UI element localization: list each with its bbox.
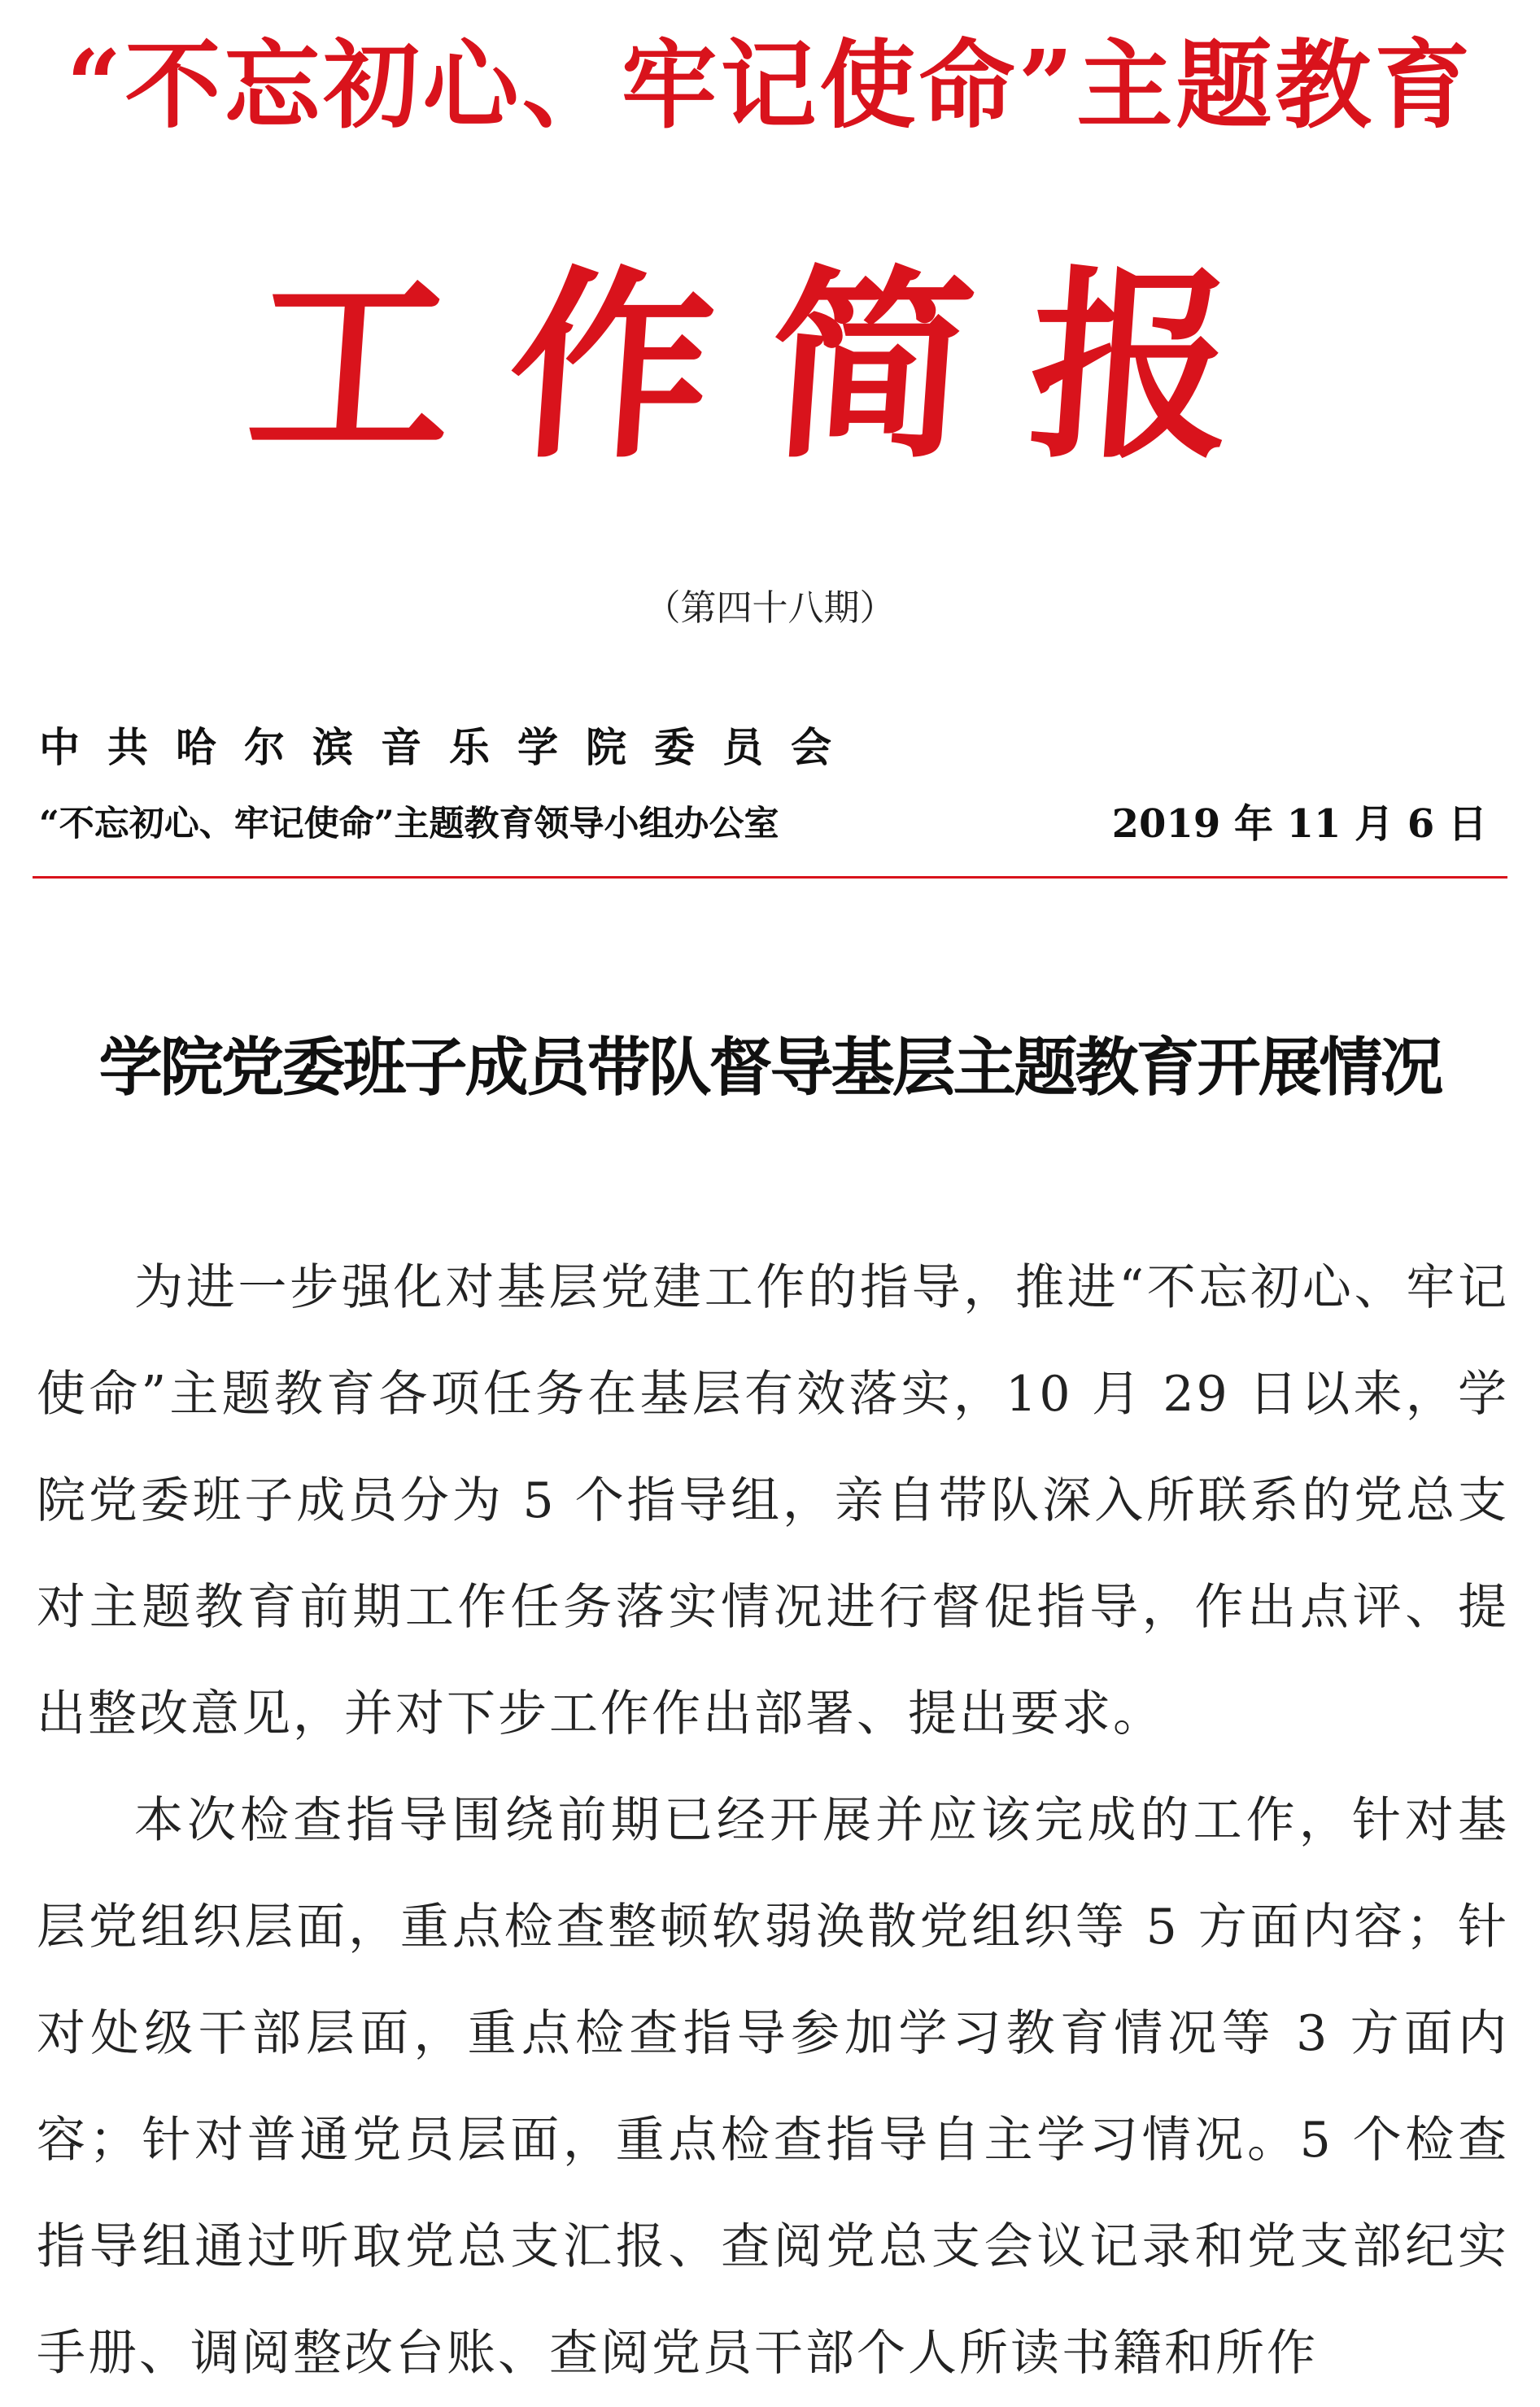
publisher-office: “不忘初心、牢记使命”主题教育领导小组办公室 bbox=[39, 804, 779, 844]
red-divider bbox=[33, 876, 1507, 879]
publisher-organization: 中共哈尔滨音乐学院委员会 bbox=[39, 723, 859, 771]
article-title: 学院党委班子成员带队督导基层主题教育开展情况 bbox=[98, 1031, 1442, 1105]
article-body bbox=[37, 1235, 1509, 2407]
issue-number: （第四十八期） bbox=[644, 587, 896, 629]
publish-date: 2019 年 11 月 6 日 bbox=[1111, 801, 1487, 847]
body-paragraph: 为进一步强化对基层党建工作的指导，推进“不忘初心、牢记使命”主题教育各项任务在基层有效落实，10 月 29 日以来，学院党委班子成员分为 5 个指导组，亲自带队深入所联系的党总支对主题教育前期工作任务落实情况进行督促指导，作出点评、提出整改意见，并对下步工作作出部署、提出要求。 bbox=[37, 1259, 1509, 1742]
masthead-subtitle: “不忘初心、牢记使命”主题教育 bbox=[66, 28, 1474, 142]
masthead-title: 工作简报 bbox=[241, 246, 1299, 486]
body-paragraph: 本次检查指导围绕前期已经开展并应该完成的工作，针对基层党组织层面，重点检查整顿软弱涣散党组织等 5 方面内容；针对处级干部层面，重点检查指导参加学习教育情况等 3 方面内容；针对普通党员层面，重点检查指导自主学习情况。5 个检查指导组通过听取党总支汇报、查阅党总支会议记录和党支部纪实手册、调阅整改台账、查阅党员干部个人所读书籍和所作 bbox=[37, 1792, 1509, 2382]
